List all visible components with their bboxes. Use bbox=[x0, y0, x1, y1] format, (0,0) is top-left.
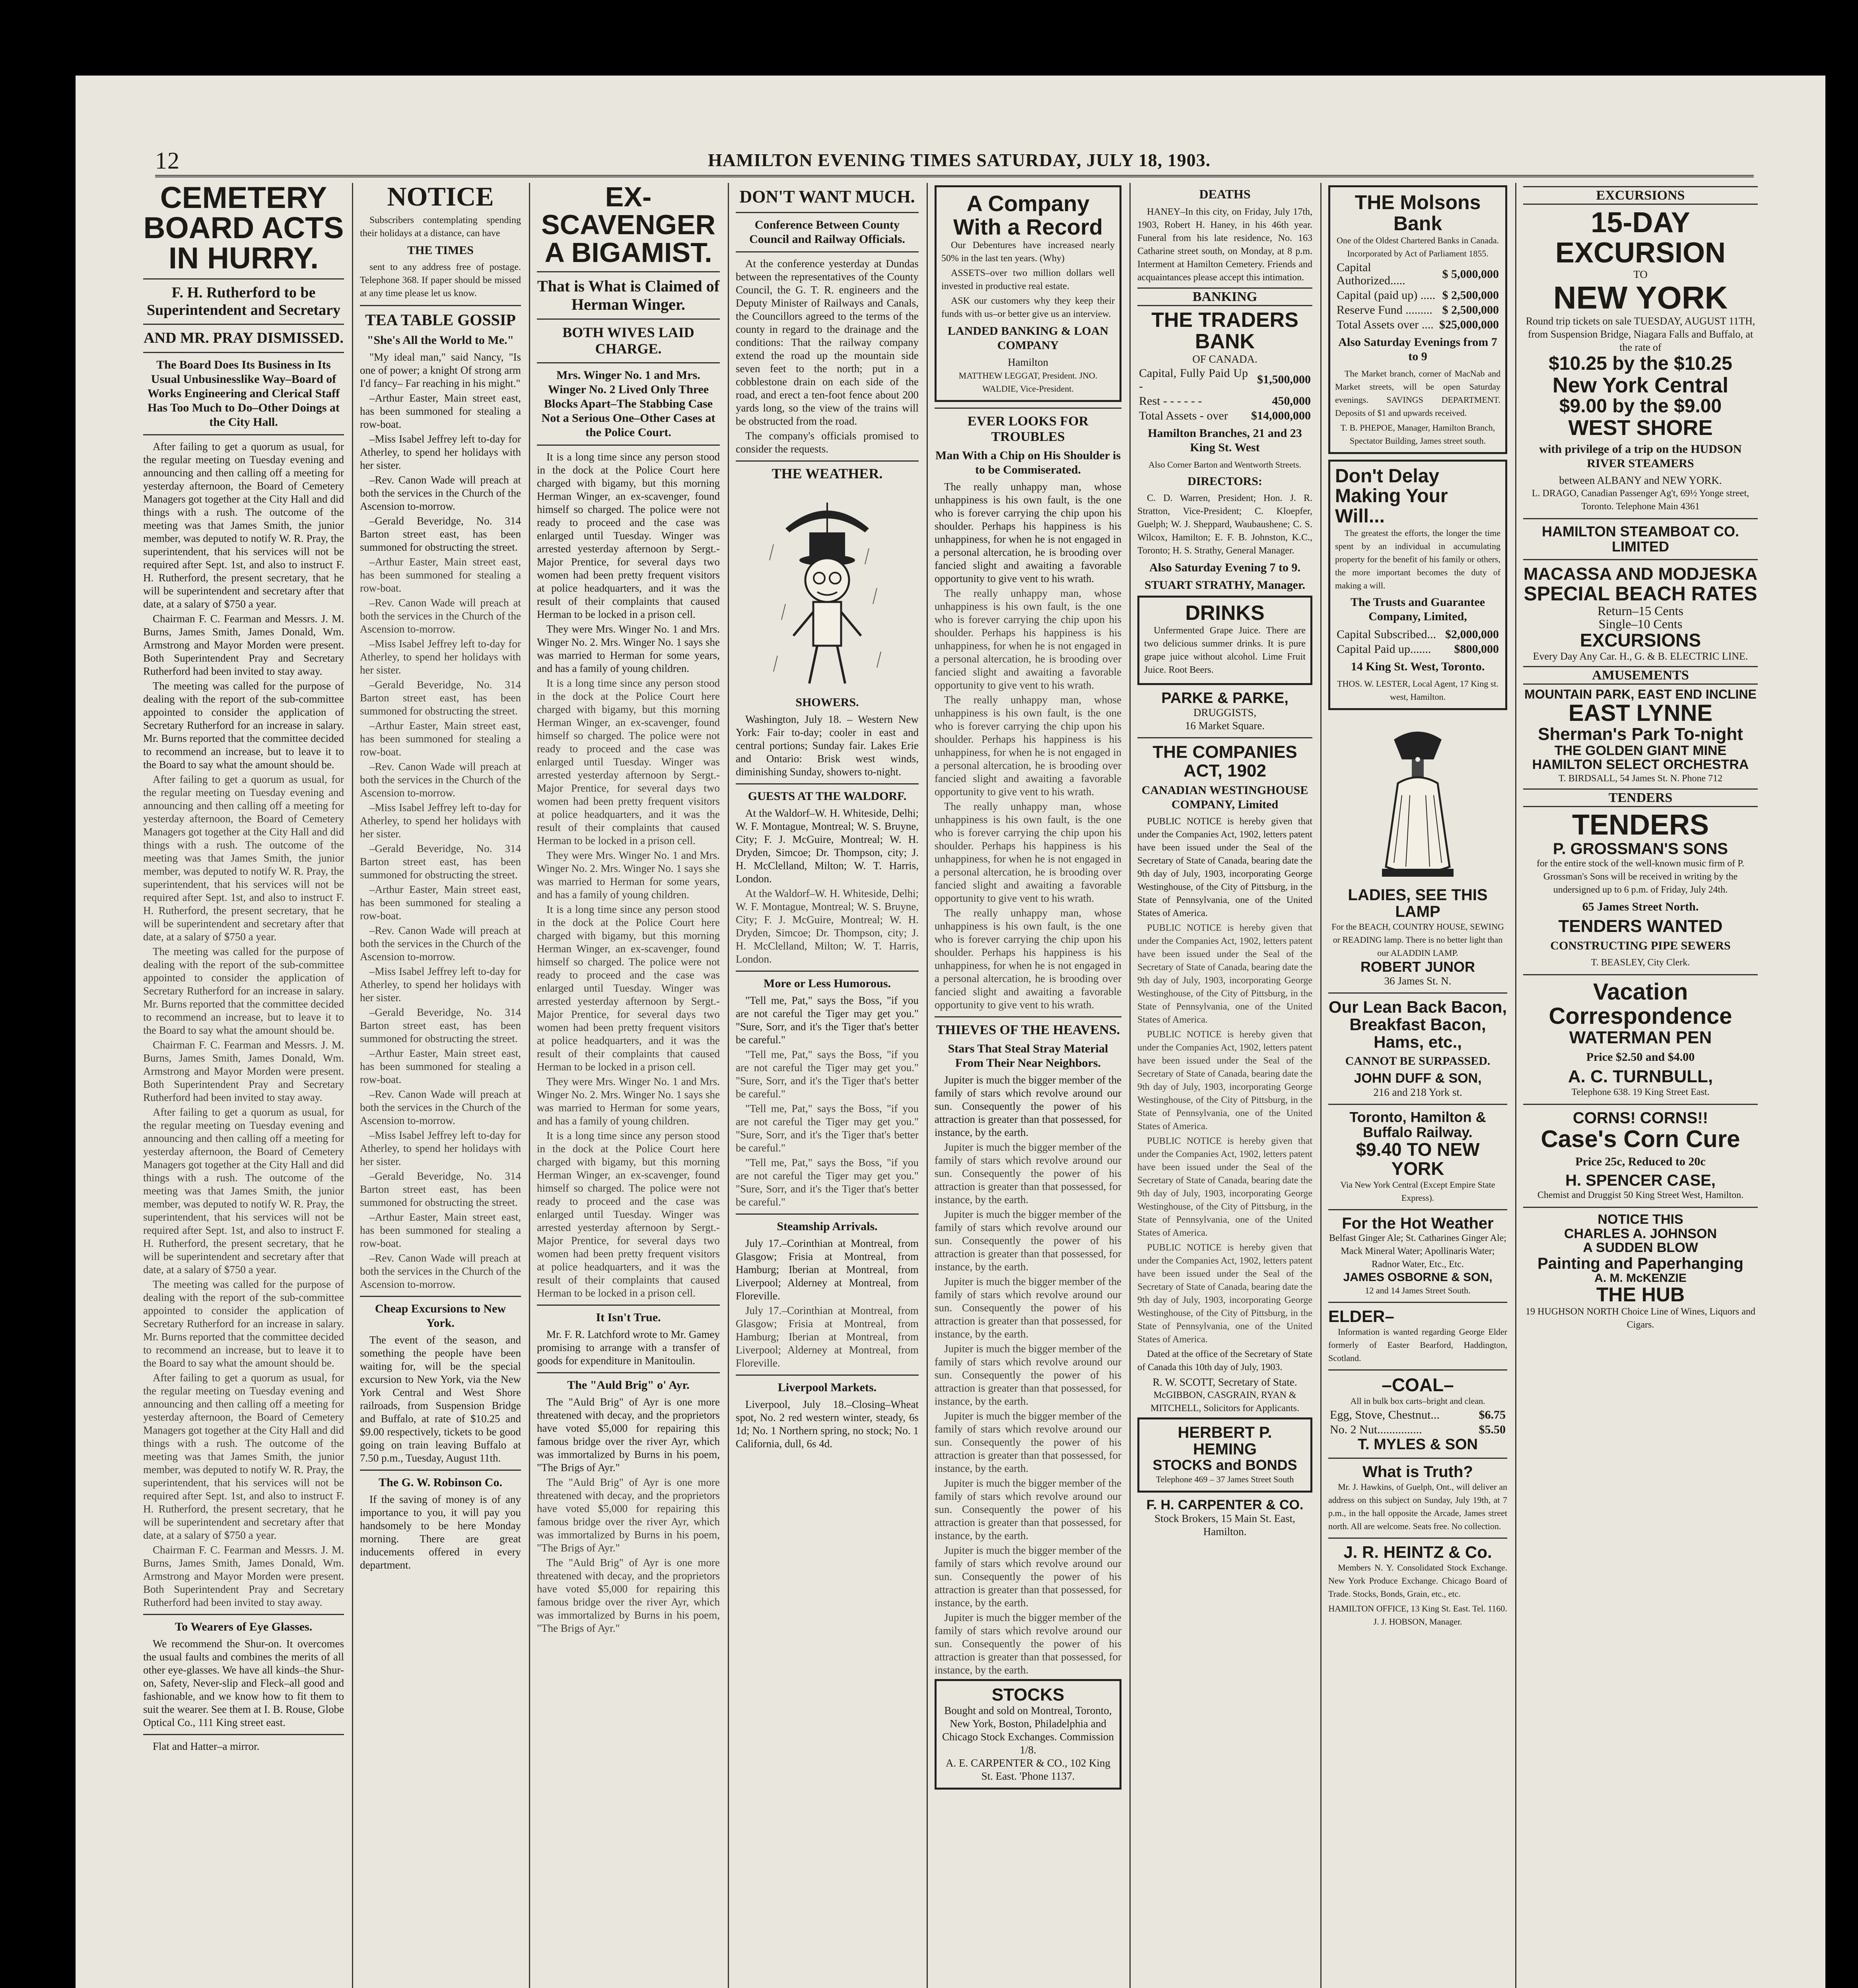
sudden-blow: A SUDDEN BLOW bbox=[1583, 1240, 1698, 1256]
article-paragraph: The meeting was called for the purpose of dealing with the report of the sub-committee appointed to consider the application of Secretary Rutherford for an increase in salary. Mr. Burns reported that the committee decided to recommend an increase, but to leave it to the Board to say what the amount should be. bbox=[143, 1278, 344, 1369]
bacon-firm: JOHN DUFF & SON, bbox=[1354, 1071, 1482, 1086]
molsons-ad bbox=[1328, 185, 1507, 454]
molsons-capital-row-value: $ 2,500,000 bbox=[1442, 289, 1499, 302]
the-hub: THE HUB bbox=[1596, 1283, 1685, 1306]
column-rule bbox=[1129, 183, 1131, 1988]
weather-headline: THE WEATHER. bbox=[772, 465, 883, 481]
excursion-headline: Cheap Excursions to New York. bbox=[375, 1302, 506, 1330]
return-fare: Return–15 Cents bbox=[1598, 603, 1683, 618]
gossip-item: –Gerald Beveridge, No. 314 Barton street east, has been summoned for obstructing the street. bbox=[360, 679, 521, 717]
painting: Painting and Paperhanging bbox=[1537, 1254, 1743, 1272]
molsons-capital-row bbox=[1335, 317, 1500, 332]
tenders-wanted: TENDERS WANTED bbox=[1558, 916, 1723, 936]
heming-address: Telephone 469 – 37 James Street South bbox=[1156, 1474, 1294, 1484]
companies-act-date: Dated at the office of the Secretary of State of Canada this 10th day of July, 1903. bbox=[1137, 1349, 1312, 1373]
waldorf-text: At the Waldorf–W. H. Whiteside, Delhi; W. F. Montague, Montreal; W. S. Bruyne, City; F. J. McGuire, Montreal; W. H. Dryden, Simcoe; Dr. Thompson, city; J. H. McClelland, Milton; W. T. Harris, London. bbox=[736, 807, 919, 885]
humorous-text: "Tell me, Pat," says the Boss, "if you are not careful the Tiger may get you." "Sure, Sorr, and it's the Tiger that's better be careful." bbox=[736, 1048, 919, 1100]
article-paragraph: The meeting was called for the purpose of dealing with the report of the sub-committee appointed to consider the application of Secretary Rutherford for an increase in salary. Mr. Burns reported that the committee decided to recommend an increase, but to leave it to the Board to say what the amount should be. bbox=[143, 945, 344, 1037]
bank-capital-row-label: Capital, Fully Paid Up - bbox=[1139, 366, 1248, 393]
bank-sub: OF CANADA. bbox=[1192, 353, 1257, 365]
carpenter-text: Stock Brokers, 15 Main St. East, Hamilton. bbox=[1154, 1512, 1295, 1538]
thieves-text: Jupiter is much the bigger member of the family of stars which revolve around our sun. Consequently the power of his attraction is greater than that possessed, for instance, by the earth. bbox=[935, 1141, 1121, 1206]
banking-label: BANKING bbox=[1137, 287, 1312, 306]
gossip-item: –Arthur Easter, Main street east, has been summoned for stealing a row-boat. bbox=[360, 1047, 521, 1085]
gossip-item: –Arthur Easter, Main street east, has been summoned for stealing a row-boat. bbox=[360, 556, 521, 594]
trusts-capital-row bbox=[1335, 642, 1500, 656]
article-deck: Mrs. Winger No. 1 and Mrs. Winger No. 2 Lived Only Three Blocks Apart–The Stabbing Case Not a Serious One–Other Cases at the Police Court. bbox=[541, 368, 715, 439]
molsons-capital-row bbox=[1335, 303, 1500, 317]
liverpool-text: Liverpool, July 18.–Closing–Wheat spot, No. 2 red western winter, steady, 6s 1d; No. 1 Northern spring, no stock; No. 1 California, dull, 6s 4d. bbox=[736, 1398, 919, 1450]
article-paragraph: It is a long time since any person stood in the dock at the Police Court here charged with bigamy, but this morning Herman Winger, an ex-scavenger, found himself so charged. The police were not ready to proceed and the case was enlarged until Tuesday. Winger was arrested yesterday afternoon by Sergt.-Major Prentice, for several days two women had been pretty frequent visitors at police headquarters, and it was the result of their complaints that caused Herman to be locked in a prison cell. bbox=[537, 1129, 720, 1299]
gossip-item: –Rev. Canon Wade will preach at both the services in the Church of the Ascension to-morrow. bbox=[360, 1252, 521, 1290]
article-paragraph: Chairman F. C. Fearman and Messrs. J. M. Burns, James Smith, James Donald, Wm. Armstrong and Mayor Morden were present. Both Superintendent Pray and Secretary Rutherford had been invited to stay away. bbox=[143, 1039, 344, 1104]
tenders-label: TENDERS bbox=[1523, 788, 1758, 807]
article-deck: The Board Does Its Business in Its Usual Unbusinesslike Way–Board of Works Engineering and Clerical Staff Has Too Much to Do–Other Doings at the City Hall. bbox=[147, 358, 340, 429]
gossip-item: –Rev. Canon Wade will preach at both the services in the Church of the Ascension to-morrow. bbox=[360, 924, 521, 963]
column-notice-gossip bbox=[360, 183, 521, 1988]
orchestra-leader: T. BIRDSALL, 54 James St. N. Phone 712 bbox=[1558, 773, 1723, 784]
deaths-headline: DEATHS bbox=[1199, 187, 1251, 201]
thieves-text: Jupiter is much the bigger member of the family of stars which revolve around our sun. Consequently the power of his attraction is greater than that possessed, for instance, by the earth. bbox=[935, 1074, 1121, 1138]
stocks-title: STOCKS bbox=[991, 1685, 1065, 1705]
thieves-deck: Stars That Steal Stray Material From Their Near Neighbors. bbox=[948, 1042, 1108, 1070]
column-rule bbox=[1320, 183, 1322, 1988]
west-shore: WEST SHORE bbox=[1568, 415, 1713, 440]
notice-text: We recommend the Shur-on. It overcomes the usual faults and combines the merits of all other eye-glasses. We have all kinds–the Shur-on, Safety, Never-slip and Fleck–all good and fashionable, and we know how to fit them to suit the wearer. See them at I. B. Rouse, Globe Optical Co., 111 King street east. bbox=[143, 1638, 344, 1729]
corn-price: Price 25c, Reduced to 20c bbox=[1575, 1155, 1706, 1168]
bank-capital-row-value: $14,000,000 bbox=[1251, 409, 1311, 422]
auld-brig-text: The "Auld Brig" of Ayr is one more threatened with decay, and the proprietors have voted $5,000 for repairing this famous bridge over the river Ayr, which was immortalized by Burns in his poem, "The Brigs of Ayr." bbox=[537, 1396, 720, 1474]
coal-price-row bbox=[1328, 1408, 1507, 1422]
truth-headline: What is Truth? bbox=[1362, 1463, 1473, 1481]
column-rule bbox=[529, 183, 530, 1988]
drinks-text: Unfermented Grape Juice. There are two delicious summer drinks. It is pure grape juice without alcohol. Lime Fruit Juice. Root Beers. bbox=[1144, 625, 1306, 675]
molsons-capital-row-value: $ 5,000,000 bbox=[1442, 267, 1499, 281]
drago-agent: L. DRAGO, Canadian Passenger Ag't, 69½ Yonge street, Toronto. Telephone Main 4361 bbox=[1531, 488, 1749, 512]
companies-act-text: PUBLIC NOTICE is hereby given that under the Companies Act, 1902, letters patent have been issued under the Seal of the Secretary of State of Canada, bearing date the 9th day of July, 1903, incorporating George Westinghouse, of the City of Pittsburg, in the State of Pennsylvania, one of the United States of America. bbox=[1137, 816, 1312, 918]
article-deck: Conference Between County Council and Railway Officials. bbox=[749, 218, 905, 246]
ad-text: ASK our customers why they keep their funds with us–or better give us an interview. bbox=[941, 295, 1115, 319]
molsons-sub: One of the Oldest Chartered Banks in Canada. Incorporated by Act of Parliament 1855. bbox=[1336, 235, 1499, 258]
coal-sub: All in bulk box carts–bright and clean. bbox=[1350, 1396, 1485, 1406]
thieves-text: Jupiter is much the bigger member of the family of stars which revolve around our sun. Consequently the power of his attraction is greater than that possessed, for instance, by the earth. bbox=[935, 1544, 1121, 1609]
company-officers: MATTHEW LEGGAT, President. JNO. WALDIE, Vice-President. bbox=[958, 370, 1098, 394]
ny-excursion-headline: 15-DAY EXCURSION bbox=[1555, 207, 1726, 269]
auld-brig-text: The "Auld Brig" of Ayr is one more threatened with decay, and the proprietors have voted $5,000 for repairing this famous bridge over the river Ayr, which was immortalized by Burns in his poem, "The Brigs of Ayr." bbox=[537, 1556, 720, 1634]
lamp-text: For the BEACH, COUNTRY HOUSE, SEWING or READING lamp. There is no better light than our ALADDIN LAMP. bbox=[1331, 922, 1504, 958]
bank-capital-row-label: Total Assets - over bbox=[1139, 409, 1228, 422]
bank-capital-row bbox=[1137, 394, 1312, 408]
elder-headline: ELDER– bbox=[1328, 1307, 1394, 1326]
hub-text: 19 HUGHSON NORTH Choice Line of Wines, Liquors and Cigars. bbox=[1526, 1306, 1755, 1330]
trusts-capital-row-label: Capital Subscribed... bbox=[1337, 628, 1436, 641]
trusts-capital-table bbox=[1335, 627, 1500, 656]
landed-banking-ad bbox=[935, 185, 1121, 402]
bank-branches: Hamilton Branches, 21 and 23 King St. West bbox=[1148, 426, 1302, 454]
poem-title: "She's All the World to Me." bbox=[367, 334, 514, 347]
weather-cartoon-figure bbox=[762, 485, 893, 691]
lamp-address: 36 James St. N. bbox=[1384, 975, 1452, 987]
article-paragraph: They were Mrs. Winger No. 1 and Mrs. Winger No. 2. Mrs. Winger No. 1 says she was married to Herman for some years, and has a family of young children. bbox=[537, 623, 720, 674]
company-name: LANDED BANKING & LOAN COMPANY bbox=[947, 324, 1109, 352]
molsons-capital-row-label: Total Assets over .... bbox=[1337, 318, 1434, 331]
waldorf-headline: GUESTS AT THE WALDORF. bbox=[748, 789, 907, 803]
drinks-title: DRINKS bbox=[1185, 601, 1265, 625]
turnbull: A. C. TURNBULL, bbox=[1568, 1066, 1713, 1086]
coal-price-row-label: No. 2 Nut............... bbox=[1330, 1423, 1422, 1437]
shermans-park: Sherman's Park To-night bbox=[1538, 724, 1743, 744]
molsons-capital-row-value: $ 2,500,000 bbox=[1442, 303, 1499, 316]
coal-firm: T. MYLES & SON bbox=[1358, 1436, 1478, 1453]
humorous-headline: More or Less Humorous. bbox=[764, 977, 891, 990]
trusts-ad bbox=[1328, 460, 1507, 710]
weather-caption: SHOWERS. bbox=[795, 695, 859, 709]
osborne-address: 12 and 14 James Street South. bbox=[1365, 1285, 1471, 1295]
article-paragraph: After failing to get a quorum as usual, for the regular meeting on Tuesday evening and announcing and then calling off a meeting for yesterday afternoon, the Board of Cemetery Managers got together at the City Hall and did things with a rush. The outcome of the meeting was that James Smith, the junior member, was deputed to notify W. R. Pray, the superintendent, that his services will not be required after Sept. 1st, and also to instruct F. H. Rutherford, the present secretary, that he will be superintendent and secretary after that date, at a salary of $750 a year. bbox=[143, 1106, 344, 1276]
molsons-capital-row-label: Capital Authorized..... bbox=[1337, 261, 1405, 287]
weather-text: Washington, July 18. – Western New York: Fair to-day; cooler in east and central portions; Sunday fair. Lakes Erie and Ontario: Brisk west winds, diminishing Sunday, showers to-night. bbox=[736, 713, 919, 778]
thieves-text: Jupiter is much the bigger member of the family of stars which revolve around our sun. Consequently the power of his attraction is greater than that possessed, for instance, by the earth. bbox=[935, 1477, 1121, 1541]
article-paragraph: The meeting was called for the purpose of dealing with the report of the sub-committee appointed to consider the application of Secretary Rutherford for an increase in salary. Mr. Burns reported that the committee decided to recommend an increase, but to leave it to the Board to say what the amount should be. bbox=[143, 680, 344, 771]
heintz-text: Members N. Y. Consolidated Stock Exchange. New York Produce Exchange. Chicago Board of Trade. Stocks, Bonds, Grain, etc., etc. bbox=[1328, 1563, 1507, 1599]
ny-city: NEW YORK bbox=[1553, 280, 1728, 316]
lamp-illustration bbox=[1334, 716, 1501, 883]
corns: CORNS! CORNS!! bbox=[1573, 1109, 1708, 1127]
poem-text: "My ideal man," said Nancy, "Is one of power; a knight Of strong arm I'd fancy– Far reaching in his might." bbox=[360, 351, 521, 389]
troubles-text: The really unhappy man, whose unhappiness is his own fault, is the one who is forever carrying the chip upon his shoulder. Perhaps his happiness is his unhappiness, for when he is not engaged in a personal altercation, he is brooding over fancied slight and awaiting a favorable opportunity to give vent to his wrath. bbox=[935, 800, 1121, 904]
column-rule bbox=[352, 183, 353, 1988]
molsons-capital-row-label: Reserve Fund ......... bbox=[1337, 303, 1432, 316]
steamboat-co: HAMILTON STEAMBOAT CO. LIMITED bbox=[1542, 523, 1739, 555]
heming-sub: STOCKS and BONDS bbox=[1153, 1456, 1297, 1473]
humorous-text: "Tell me, Pat," says the Boss, "if you are not careful the Tiger may get you." "Sure, Sorr, and it's the Tiger that's better be careful." bbox=[736, 994, 919, 1046]
pipe-sewers: CONSTRUCTING PIPE SEWERS bbox=[1550, 939, 1731, 952]
excursion-text: The event of the season, and something the people have been waiting for, will be the special excursion to New York, via the New York Central and West Shore railroads, from Suspension Bridge and Buffalo, at rate of $10.25 and $9.00 respectively, tickets to be good going on train leaving Buffalo at 7.50 p.m., Tuesday, August 11th. bbox=[360, 1334, 521, 1464]
ad-text: Our Debentures have increased nearly 50% in the last ten years. (Why) bbox=[941, 240, 1115, 264]
molsons-capital-row bbox=[1335, 260, 1500, 288]
column-banking bbox=[1137, 183, 1312, 1988]
molsons-capital-row-label: Capital (paid up) ..... bbox=[1337, 289, 1436, 302]
article-paragraph: At the conference yesterday at Dundas between the representatives of the County Council, the G. T. R. engineers and the Deputy Minister of Railways and Canals, the Councillors agreed to the terms of the county in regard to the drainage and the conditions: That the railway company extend the road up the mountain side seven feet to the north; put in a cobblestone drain on each side of the road, and erect a ten-foot fence about 200 yards long, so the view of the trains will be obstructed from the road. bbox=[736, 257, 919, 427]
article-headline: EX-SCAVENGER A BIGAMIST. bbox=[541, 183, 716, 268]
ny-fares-2: $9.00 by the $9.00 bbox=[1559, 396, 1722, 417]
thieves-text: Jupiter is much the bigger member of the family of stars which revolve around our sun. Consequently the power of his attraction is greater than that possessed, for instance, by the earth. bbox=[935, 1275, 1121, 1340]
notice-text: sent to any address free of postage. Telephone 368. If paper should be missed at any time please let us know. bbox=[360, 262, 521, 299]
gossip-item: –Rev. Canon Wade will preach at both the services in the Church of the Ascension to-morrow. bbox=[360, 1088, 521, 1126]
molsons-capital-row-value: $25,000,000 bbox=[1439, 318, 1499, 331]
itisnt-headline: It Isn't True. bbox=[596, 1310, 661, 1324]
ad-title: A Company With a Record bbox=[953, 191, 1103, 239]
directors-head: DIRECTORS: bbox=[1187, 474, 1262, 488]
druggist-address: 16 Market Square. bbox=[1185, 720, 1265, 732]
lamp-dealer: ROBERT JUNOR bbox=[1360, 959, 1475, 975]
article-paragraph: Chairman F. C. Fearman and Messrs. J. M. Burns, James Smith, James Donald, Wm. Armstrong and Mayor Morden were present. Both Superintendent Pray and Secretary Rutherford had been invited to stay away. bbox=[143, 1544, 344, 1609]
heintz-headline: J. R. HEINTZ & Co. bbox=[1343, 1542, 1492, 1561]
macassa: MACASSA AND MODJESKA bbox=[1523, 564, 1758, 584]
gossip-item: –Arthur Easter, Main street east, has been summoned for stealing a row-boat. bbox=[360, 720, 521, 758]
column-rule bbox=[927, 183, 928, 1988]
troubles-text: The really unhappy man, whose unhappiness is his own fault, is the one who is forever carrying the chip upon his shoulder. Perhaps his happiness is his unhappiness, for when he is not engaged in a personal altercation, he is brooding over fancied slight and awaiting a favorable opportunity to give vent to his wrath. bbox=[935, 693, 1121, 798]
railway-headline: Toronto, Hamilton & Buffalo Railway. bbox=[1349, 1109, 1486, 1140]
single-fare: Single–10 Cents bbox=[1598, 616, 1683, 631]
column-cemetery-board bbox=[143, 183, 344, 1988]
companies-act-text: PUBLIC NOTICE is hereby given that under the Companies Act, 1902, letters patent have been issued under the Seal of the Secretary of State of Canada, bearing date the 9th day of July, 1903, incorporating George Westinghouse, of the City of Pittsburg, in the State of Pennsylvania, one of the United States of America. bbox=[1137, 1242, 1312, 1345]
bank-capital-row-value: $1,500,000 bbox=[1257, 373, 1311, 386]
coal-price-row-value: $5.50 bbox=[1479, 1423, 1506, 1437]
thieves-text: Jupiter is much the bigger member of the family of stars which revolve around our sun. Consequently the power of his attraction is greater than that possessed, for instance, by the earth. bbox=[935, 1611, 1121, 1676]
article-paragraph: It is a long time since any person stood in the dock at the Police Court here charged with bigamy, but this morning Herman Winger, an ex-scavenger, found himself so charged. The police were not ready to proceed and the case was enlarged until Tuesday. Winger was arrested yesterday afternoon by Sergt.-Major Prentice, for several days two women had been pretty frequent visitors at police headquarters, and it was the result of their complaints that caused Herman to be locked in a prison cell. bbox=[537, 677, 720, 846]
molsons-capital-table bbox=[1335, 260, 1500, 332]
case-name: H. SPENCER CASE, bbox=[1565, 1171, 1716, 1189]
carpenter-name: F. H. CARPENTER & CO. bbox=[1146, 1497, 1304, 1512]
gossip-headline: TEA TABLE GOSSIP bbox=[365, 311, 516, 329]
east-lynne: EAST LYNNE bbox=[1568, 700, 1713, 726]
column-excursions bbox=[1523, 183, 1758, 1988]
coal-price-table bbox=[1328, 1408, 1507, 1437]
bank-branches-2: Also Corner Barton and Wentworth Streets. bbox=[1149, 459, 1301, 470]
masthead: HAMILTON EVENING TIMES SATURDAY, JULY 18, 1903. bbox=[708, 150, 1211, 170]
article-paragraph: It is a long time since any person stood in the dock at the Police Court here charged with bigamy, but this morning Herman Winger, an ex-scavenger, found himself so charged. The police were not ready to proceed and the case was enlarged until Tuesday. Winger was arrested yesterday afternoon by Sergt.-Major Prentice, for several days two women had been pretty frequent visitors at police headquarters, and it was the result of their complaints that caused Herman to be locked in a prison cell. bbox=[537, 903, 720, 1073]
hot-weather-items: Belfast Ginger Ale; St. Catharines Ginger Ale; Mack Mineral Water; Apollinaris Water; Radnor Water, Etc., Etc. bbox=[1329, 1233, 1506, 1270]
article-headline: CEMETERY BOARD ACTS IN HURRY. bbox=[143, 183, 344, 275]
notice-title: To Wearers of Eye Glasses. bbox=[175, 1620, 313, 1634]
trusts-name: The Trusts and Guarantee Company, Limited, bbox=[1350, 596, 1485, 623]
article-paragraph: The company's officials promised to consider the requests. bbox=[736, 429, 919, 455]
molsons-manager: T. B. PHEPOE, Manager, Hamilton Branch, Spectator Building, James street south. bbox=[1340, 423, 1495, 446]
robinson-headline: The G. W. Robinson Co. bbox=[379, 1476, 502, 1489]
drinks-ad bbox=[1137, 596, 1312, 685]
hot-weather-headline: For the Hot Weather bbox=[1342, 1215, 1494, 1233]
trusts-capital-row-value: $800,000 bbox=[1454, 643, 1499, 656]
grossman-text: for the entire stock of the well-known music firm of P. Grossman's Sons will be received in writing by the undersigned up to 6 p.m. of Friday, July 24th. bbox=[1537, 858, 1744, 895]
coal-price-row-label: Egg, Stove, Chestnut... bbox=[1330, 1408, 1440, 1422]
company-city: Hamilton bbox=[1008, 356, 1048, 368]
heming-ad bbox=[1137, 1417, 1312, 1493]
sewers-sign: T. BEASLEY, City Clerk. bbox=[1591, 957, 1690, 968]
thieves-text: Jupiter is much the bigger member of the family of stars which revolve around our sun. Consequently the power of his attraction is greater than that possessed, for instance, by the earth. bbox=[935, 1409, 1121, 1474]
heintz-office: HAMILTON OFFICE, 13 King St. East. Tel. 1160. J. J. HOBSON, Manager. bbox=[1328, 1604, 1507, 1627]
excursions-label: EXCURSIONS bbox=[1523, 186, 1758, 205]
column-county bbox=[736, 183, 919, 1988]
hgb-line: Every Day Any Car. H., G. & B. ELECTRIC LINE. bbox=[1533, 650, 1748, 662]
coal-price-row bbox=[1328, 1422, 1507, 1437]
case-address: Chemist and Druggist 50 King Street West, Hamilton. bbox=[1537, 1190, 1744, 1200]
humorous-text: "Tell me, Pat," says the Boss, "if you are not careful the Tiger may get you." "Sure, Sorr, and it's the Tiger that's better be careful." bbox=[736, 1156, 919, 1208]
bacon-headline: Our Lean Back Bacon, Breakfast Bacon, Hams, etc., bbox=[1328, 997, 1507, 1052]
thieves-text: Jupiter is much the bigger member of the family of stars which revolve around our sun. Consequently the power of his attraction is greater than that possessed, for instance, by the earth. bbox=[935, 1342, 1121, 1407]
newspaper-page bbox=[76, 76, 1825, 1988]
elder-text: Information is wanted regarding George Elder formerly of Easter Bearford, Haddington, Scotland. bbox=[1328, 1326, 1507, 1363]
molsons-evenings: Also Saturday Evenings from 7 to 9 bbox=[1338, 336, 1497, 363]
gossip-item: –Rev. Canon Wade will preach at both the services in the Church of the Ascension to-morrow. bbox=[360, 761, 521, 799]
page-header bbox=[155, 147, 1754, 177]
trusts-capital-row-value: $2,000,000 bbox=[1445, 628, 1499, 641]
will-title: Don't Delay Making Your Will... bbox=[1335, 466, 1448, 527]
article-paragraph: They were Mrs. Winger No. 1 and Mrs. Winger No. 2. Mrs. Winger No. 1 says she was married to Herman for some years, and has a family of young children. bbox=[537, 849, 720, 901]
ny-text: Round trip tickets on sale TUESDAY, AUGUST 11TH, from Suspension Bridge, Niagara Falls and Buffalo, at the rate of bbox=[1526, 315, 1755, 353]
bank-capital-row bbox=[1137, 408, 1312, 423]
companies-act-secretary: R. W. SCOTT, Secretary of State. bbox=[1153, 1376, 1297, 1388]
molsons-text: The Market branch, corner of MacNab and Market streets, will be open Saturday evenings. SAVINGS DEPARTMENT. Deposits of $1 and upwards received. bbox=[1335, 369, 1500, 418]
companies-act-sub: CANADIAN WESTINGHOUSE COMPANY, Limited bbox=[1141, 783, 1308, 811]
article-subhead: F. H. Rutherford to be Superintendent and Secretary bbox=[147, 284, 340, 318]
molsons-capital-row bbox=[1335, 288, 1500, 303]
ny-to: TO bbox=[1633, 268, 1648, 281]
column-molsons bbox=[1328, 183, 1507, 1988]
bank-capital-table bbox=[1137, 366, 1312, 423]
ad-text: ASSETS–over two million dollars well invested in productive real estate. bbox=[941, 268, 1115, 291]
troubles-headline: EVER LOOKS FOR TROUBLES bbox=[967, 414, 1089, 444]
turnbull-address: Telephone 638. 19 King Street East. bbox=[1571, 1087, 1710, 1097]
amusements-label: AMUSEMENTS bbox=[1523, 666, 1758, 685]
ny-fares: $10.25 by the $10.25 bbox=[1549, 353, 1732, 375]
page-number: 12 bbox=[155, 148, 180, 174]
column-company-troubles bbox=[935, 183, 1121, 1988]
humorous-text: "Tell me, Pat," says the Boss, "if you are not careful the Tiger may get you." "Sure, Sorr, and it's the Tiger that's better be careful." bbox=[736, 1102, 919, 1154]
hamilton-orchestra: HAMILTON SELECT ORCHESTRA bbox=[1532, 757, 1749, 773]
article-paragraph: After failing to get a quorum as usual, for the regular meeting on Tuesday evening and announcing and then calling off a meeting for yesterday afternoon, the Board of Cemetery Managers got together at the City Hall and did things with a rush. The outcome of the meeting was that James Smith, the junior member, was deputed to notify W. R. Pray, the superintendent, that his services will not be required after Sept. 1st, and also to instruct F. H. Rutherford, the present secretary, that he will be superintendent and secretary after that date, at a salary of $750 a year. bbox=[143, 441, 344, 610]
closing-line: Flat and Hatter–a mirror. bbox=[153, 1740, 260, 1753]
will-text: The greatest the efforts, the longer the time spent by an individual in accumulating property for the benefit of his family or others, the more important becomes the duty of making a will. bbox=[1335, 528, 1500, 591]
notice-this: NOTICE THIS bbox=[1598, 1211, 1683, 1227]
bank-manager: STUART STRATHY, Manager. bbox=[1144, 578, 1306, 592]
article-subhead: AND MR. PRAY DISMISSED. bbox=[144, 330, 344, 347]
deaths-text: HANEY–In this city, on Friday, July 17th, 1903, Robert H. Haney, in his 46th year. Funeral from his late residence, No. 163 Catharine street south, on Monday, at 8 p.m. Interment at Hamilton Cemetery. Friends and acquaintances please accept this intimation. bbox=[1137, 206, 1312, 283]
gossip-item: –Gerald Beveridge, No. 314 Barton street east, has been summoned for obstructing the street. bbox=[360, 515, 521, 553]
bank-capital-row bbox=[1137, 366, 1312, 394]
johnson: CHARLES A. JOHNSON bbox=[1564, 1226, 1717, 1241]
truth-text: Mr. J. Hawkins, of Guelph, Ont., will deliver an address on this subject on Sunday, July 19th, at 7 p.m., in the hall opposite the Arcade, James street north. All are welcome. Seats free. No collection. bbox=[1328, 1481, 1507, 1531]
bank-capital-row-value: 450,000 bbox=[1272, 394, 1311, 408]
molsons-title: THE Molsons Bank bbox=[1355, 191, 1481, 235]
gossip-item: –Miss Isabel Jeffrey left to-day for Atherley, to spend her holidays with her sister. bbox=[360, 1129, 521, 1167]
solicitors: McGIBBON, CASGRAIN, RYAN & MITCHELL, Solicitors for Applicants. bbox=[1151, 1390, 1299, 1413]
corn-cure: Case's Corn Cure bbox=[1541, 1125, 1740, 1152]
column-bigamist bbox=[537, 183, 720, 1988]
article-subhead: BOTH WIVES LAID CHARGE. bbox=[562, 324, 694, 357]
bank-capital-row-label: Rest - - - - - - bbox=[1139, 394, 1202, 408]
coal-price-row-value: $6.75 bbox=[1479, 1408, 1506, 1422]
article-paragraph: After failing to get a quorum as usual, for the regular meeting on Tuesday evening and announcing and then calling off a meeting for yesterday afternoon, the Board of Cemetery Managers got together at the City Hall and did things with a rush. The outcome of the meeting was that James Smith, the junior member, was deputed to notify W. R. Pray, the superintendent, that his services will not be required after Sept. 1st, and also to instruct F. H. Rutherford, the present secretary, that he will be superintendent and secretary after that date, at a salary of $750 a year. bbox=[143, 1372, 344, 1541]
osborne-name: JAMES OSBORNE & SON, bbox=[1343, 1271, 1493, 1284]
trusts-capital-row-label: Capital Paid up....... bbox=[1337, 643, 1431, 656]
bank-hours: Also Saturday Evening 7 to 9. bbox=[1149, 561, 1301, 574]
coal-headline: –COAL– bbox=[1382, 1374, 1454, 1395]
robinson-text: If the saving of money is of any importance to you, it will pay you handsomely to be here Monday morning. There are great inducements offered in every department. bbox=[360, 1493, 521, 1571]
directors-list: C. D. Warren, President; Hon. J. R. Stratton, Vice-President; C. Kloepfer, Guelph; W. J. Sheppard, Waubaushene; C. S. Wilcox, Hamilton; E. F. B. Johnston, K.C., Toronto; H. S. Strathy, General Manager. bbox=[1137, 493, 1312, 556]
steamship-headline: Steamship Arrivals. bbox=[777, 1219, 878, 1233]
bacon-sub: CANNOT BE SURPASSED. bbox=[1345, 1054, 1491, 1068]
stocks-firm: A. E. CARPENTER & CO., 102 King St. East. 'Phone 1137. bbox=[945, 1757, 1111, 1782]
vacation-correspondence: Vacation Correspondence bbox=[1549, 978, 1732, 1029]
column-rule bbox=[1515, 183, 1516, 1988]
waterman-pen: WATERMAN PEN bbox=[1569, 1027, 1712, 1047]
auld-brig-headline: The "Auld Brig" o' Ayr. bbox=[567, 1378, 690, 1392]
steamship-text: July 17.–Corinthian at Montreal, from Glasgow; Frisia at Montreal, from Hamburg; Iberian at Montreal, from Liverpool; Alderney at Montreal, from Floreville. bbox=[736, 1304, 919, 1369]
gossip-item: –Miss Isabel Jeffrey left to-day for Atherley, to spend her holidays with her sister. bbox=[360, 638, 521, 676]
itisnt-text: Mr. F. R. Latchford wrote to Mr. Gamey promising to arrange with a transfer of goods for expenditure in Manitoulin. bbox=[537, 1328, 720, 1367]
mckenzie: A. M. McKENZIE bbox=[1594, 1271, 1687, 1285]
bacon-address: 216 and 218 York st. bbox=[1373, 1086, 1462, 1098]
companies-act-text: PUBLIC NOTICE is hereby given that under the Companies Act, 1902, letters patent have been issued under the Seal of the Secretary of State of Canada, bearing date the 9th day of July, 1903, incorporating George Westinghouse, of the City of Pittsburg, in the State of Pennsylvania, one of the United States of America. bbox=[1137, 922, 1312, 1025]
druggist-name: PARKE & PARKE, bbox=[1161, 689, 1289, 707]
hudson-sub: between ALBANY and NEW YORK. bbox=[1559, 474, 1722, 487]
gossip-item: –Arthur Easter, Main street east, has been summoned for stealing a row-boat. bbox=[360, 392, 521, 430]
troubles-deck: Man With a Chip on His Shoulder is to be Commiserated. bbox=[935, 448, 1121, 476]
gossip-item: –Arthur Easter, Main street east, has been summoned for stealing a row-boat. bbox=[360, 883, 521, 922]
steamship-text: July 17.–Corinthian at Montreal, from Glasgow; Frisia at Montreal, from Hamburg; Iberian at Montreal, from Liverpool; Alderney at Montreal, from Floreville. bbox=[736, 1237, 919, 1302]
railway-fare: $9.40 TO NEW YORK bbox=[1356, 1139, 1480, 1179]
thieves-headline: THIEVES OF THE HEAVENS. bbox=[936, 1022, 1120, 1037]
hudson-steamers: with privilege of a trip on the HUDSON RIVER STEAMERS bbox=[1539, 443, 1742, 470]
gossip-item: –Rev. Canon Wade will preach at both the services in the Church of the Ascension to-morrow. bbox=[360, 474, 521, 512]
article-subhead: That is What is Claimed of Herman Winger. bbox=[537, 277, 720, 313]
auld-brig-text: The "Auld Brig" of Ayr is one more threatened with decay, and the proprietors have voted $5,000 for repairing this famous bridge over the river Ayr, which was immortalized by Burns in his poem, "The Brigs of Ayr." bbox=[537, 1476, 720, 1554]
troubles-text: The really unhappy man, whose unhappiness is his own fault, is the one who is forever carrying the chip upon his shoulder. Perhaps his happiness is his unhappiness, for when he is not engaged in a personal altercation, he is brooding over fancied slight and awaiting a favorable opportunity to give vent to his wrath. bbox=[935, 480, 1121, 584]
article-paragraph: They were Mrs. Winger No. 1 and Mrs. Winger No. 2. Mrs. Winger No. 1 says she was married to Herman for some years, and has a family of young children. bbox=[537, 1075, 720, 1127]
special-rates: SPECIAL BEACH RATES bbox=[1524, 582, 1757, 605]
notice-times: THE TIMES bbox=[407, 244, 474, 257]
companies-act-text: PUBLIC NOTICE is hereby given that under the Companies Act, 1902, letters patent have been issued under the Seal of the Secretary of State of Canada, bearing date the 9th day of July, 1903, incorporating George Westinghouse, of the City of Pittsburg, in the State of Pennsylvania, one of the United States of America. bbox=[1137, 1136, 1312, 1238]
thieves-text: Jupiter is much the bigger member of the family of stars which revolve around our sun. Consequently the power of his attraction is greater than that possessed, for instance, by the earth. bbox=[935, 1208, 1121, 1273]
gossip-item: –Gerald Beveridge, No. 314 Barton street east, has been summoned for obstructing the street. bbox=[360, 1006, 521, 1044]
companies-act-headline: THE COMPANIES ACT, 1902 bbox=[1153, 742, 1297, 780]
grossman: P. GROSSMAN'S SONS bbox=[1553, 840, 1728, 858]
stocks-text: Bought and sold on Montreal, Toronto, New York, Boston, Philadelphia and Chicago Stock Exchanges. Commission 1/8. bbox=[942, 1705, 1114, 1756]
gossip-item: –Miss Isabel Jeffrey left to-day for Atherley, to spend her holidays with her sister. bbox=[360, 802, 521, 840]
heming-name: HERBERT P. HEMING bbox=[1178, 1423, 1272, 1458]
bank-name: THE TRADERS BANK bbox=[1151, 308, 1298, 353]
troubles-text: The really unhappy man, whose unhappiness is his own fault, is the one who is forever carrying the chip upon his shoulder. Perhaps his happiness is his unhappiness, for when he is not engaged in a personal altercation, he is brooding over fancied slight and awaiting a favorable opportunity to give vent to his wrath. bbox=[935, 907, 1121, 1011]
grossman-address: 65 James Street North. bbox=[1582, 900, 1699, 913]
notice-text: Subscribers contemplating spending their holidays at a distance, can have bbox=[360, 215, 521, 239]
article-headline: DON'T WANT MUCH. bbox=[739, 187, 915, 206]
trusts-capital-row bbox=[1335, 627, 1500, 642]
trusts-agent: THOS. W. LESTER, Local Agent, 17 King st. west, Hamilton. bbox=[1337, 679, 1498, 702]
gossip-item: –Miss Isabel Jeffrey left to-day for Atherley, to spend her holidays with her sister. bbox=[360, 965, 521, 1004]
gossip-item: –Gerald Beveridge, No. 314 Barton street east, has been summoned for obstructing the street. bbox=[360, 1170, 521, 1208]
railway-sub: Via New York Central (Except Empire State Express). bbox=[1340, 1180, 1495, 1203]
liverpool-headline: Liverpool Markets. bbox=[777, 1380, 877, 1394]
article-paragraph: Chairman F. C. Fearman and Messrs. J. M. Burns, James Smith, James Donald, Wm. Armstrong and Mayor Morden were present. Both Superintendent Pray and Secretary Rutherford had been invited to stay away. bbox=[143, 613, 344, 678]
notice-headline: NOTICE bbox=[387, 183, 494, 212]
companies-act-text: PUBLIC NOTICE is hereby given that under the Companies Act, 1902, letters patent have been issued under the Seal of the Secretary of State of Canada, bearing date the 9th day of July, 1903, incorporating George Westinghouse, of the City of Pittsburg, in the State of Pennsylvania, one of the United States of America. bbox=[1137, 1029, 1312, 1132]
gossip-item: –Miss Isabel Jeffrey left to-day for Atherley, to spend her holidays with her sister. bbox=[360, 433, 521, 471]
gossip-item: –Rev. Canon Wade will preach at both the services in the Church of the Ascension to-morrow. bbox=[360, 597, 521, 635]
gossip-item: –Arthur Easter, Main street east, has been summoned for stealing a row-boat. bbox=[360, 1211, 521, 1249]
nyc-name: New York Central bbox=[1552, 373, 1729, 397]
waldorf-text: At the Waldorf–W. H. Whiteside, Delhi; W. F. Montague, Montreal; W. S. Bruyne, City; F. J. McGuire, Montreal; W. H. Dryden, Simcoe; Dr. Thompson, city; J. H. McClelland, Milton; W. T. Harris, London. bbox=[736, 887, 919, 965]
stocks-ad bbox=[935, 1679, 1121, 1790]
article-paragraph: After failing to get a quorum as usual, for the regular meeting on Tuesday evening and announcing and then calling off a meeting for yesterday afternoon, the Board of Cemetery Managers got together at the City Hall and did things with a rush. The outcome of the meeting was that James Smith, the junior member, was deputed to notify W. R. Pray, the superintendent, that his services will not be required after Sept. 1st, and also to instruct F. H. Rutherford, the present secretary, that he will be superintendent and secretary after that date, at a salary of $750 a year. bbox=[143, 773, 344, 943]
tenders-headline: TENDERS bbox=[1572, 809, 1709, 841]
gossip-item: –Gerald Beveridge, No. 314 Barton street east, has been summoned for obstructing the street. bbox=[360, 843, 521, 881]
lamp-headline: LADIES, SEE THIS LAMP bbox=[1348, 886, 1488, 921]
article-paragraph: It is a long time since any person stood in the dock at the Police Court here charged with bigamy, but this morning Herman Winger, an ex-scavenger, found himself so charged. The police were not ready to proceed and the case was enlarged until Tuesday. Winger was arrested yesterday afternoon by Sergt.-Major Prentice, for several days two women had been pretty frequent visitors at police headquarters, and it was the result of their complaints that caused Herman to be locked in a prison cell. bbox=[537, 450, 720, 620]
excursions-2: EXCURSIONS bbox=[1580, 629, 1701, 650]
trusts-address: 14 King St. West, Toronto. bbox=[1351, 660, 1485, 674]
column-rule bbox=[728, 183, 729, 1988]
pen-price: Price $2.50 and $4.00 bbox=[1586, 1050, 1695, 1064]
druggist-sub: DRUGGISTS, bbox=[1193, 707, 1257, 719]
mountain-park: MOUNTAIN PARK, EAST END INCLINE bbox=[1524, 687, 1757, 701]
golden-giant: THE GOLDEN GIANT MINE bbox=[1554, 743, 1727, 758]
troubles-text: The really unhappy man, whose unhappiness is his own fault, is the one who is forever carrying the chip upon his shoulder. Perhaps his happiness is his unhappiness, for when he is not engaged in a personal altercation, he is brooding over fancied slight and awaiting a favorable opportunity to give vent to his wrath. bbox=[935, 587, 1121, 691]
